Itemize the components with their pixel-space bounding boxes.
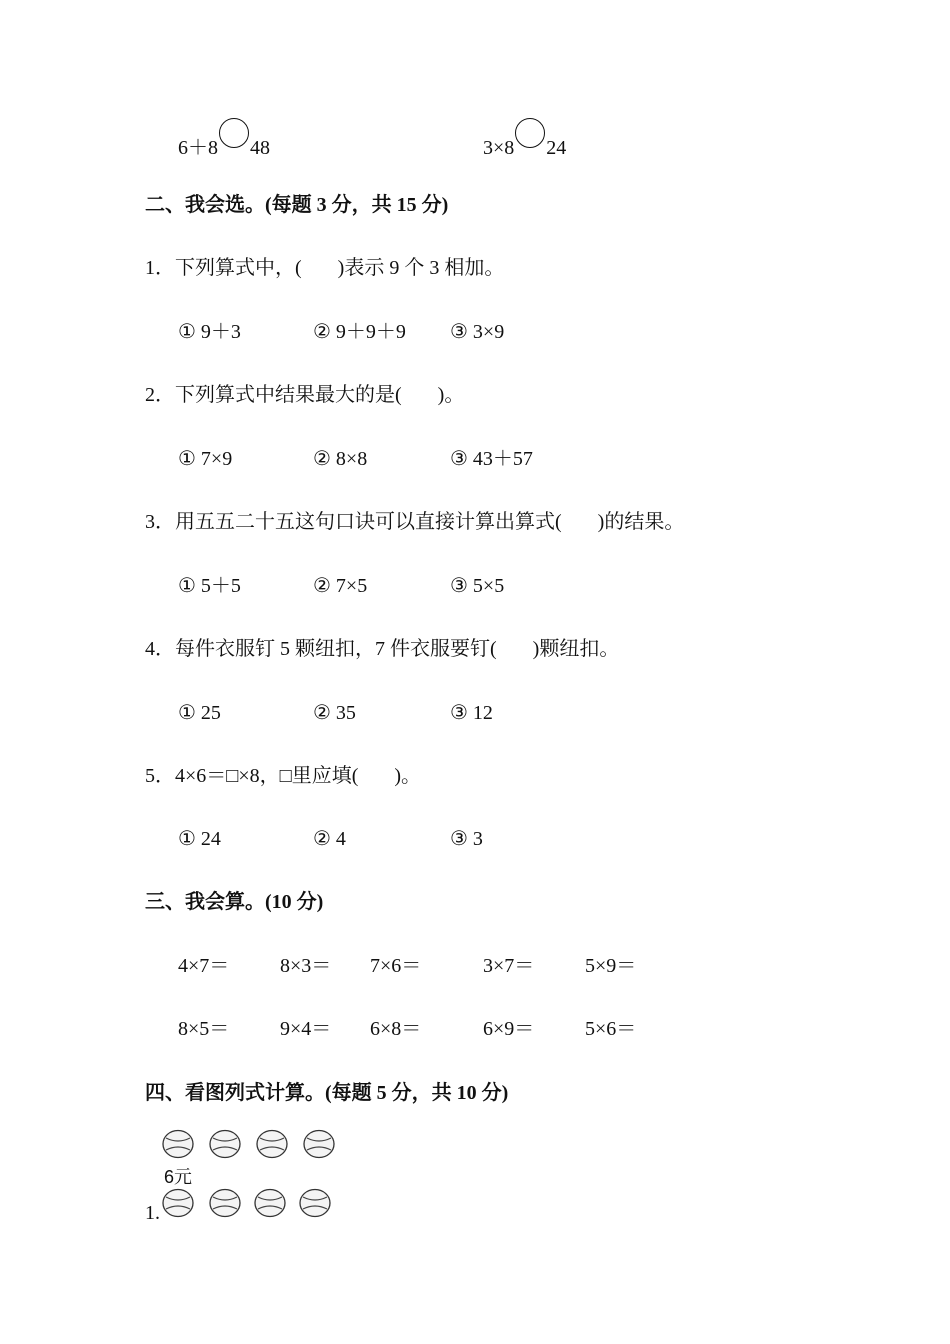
calc-1-2[interactable]: 8×3＝ [280, 955, 332, 977]
compare-item-1 [178, 128, 270, 161]
compare-1-left: 6＋8 [178, 137, 218, 159]
question-3 [145, 509, 684, 535]
q4-option-3[interactable]: ③ 12 [450, 702, 493, 724]
q2-option-2[interactable]: ② 8×8 [313, 448, 368, 470]
question-4 [145, 636, 619, 662]
compare-2-left: 3×8 [483, 137, 515, 159]
q4-option-2[interactable]: ② 35 [313, 702, 356, 724]
q2-option-1[interactable]: ① 7×9 [178, 448, 233, 470]
q5-option-1[interactable]: ① 24 [178, 828, 221, 850]
calc-2-5[interactable]: 5×6＝ [585, 1018, 637, 1040]
ball-icon [254, 1188, 286, 1218]
question-4-suffix: )颗纽扣。 [532, 638, 620, 660]
calc-2-2[interactable]: 9×4＝ [280, 1018, 332, 1040]
question-3-suffix: )的结果。 [597, 511, 685, 533]
calc-2-1[interactable]: 8×5＝ [178, 1018, 230, 1040]
compare-2-right: 24 [546, 137, 567, 159]
question-2 [145, 382, 464, 408]
section2-title: 二、我会选。(每题 3 分，共 15 分) [145, 194, 449, 216]
ball-icon [209, 1129, 241, 1159]
compare-circle-2[interactable] [515, 118, 545, 148]
calc-1-4[interactable]: 3×7＝ [483, 955, 535, 977]
compare-item-2 [483, 128, 566, 161]
q3-option-3[interactable]: ③ 5×5 [450, 575, 505, 597]
question-5-suffix: )。 [394, 765, 422, 787]
ball-icon [256, 1129, 288, 1159]
question-4-prefix: 4．每件衣服钉 5 颗纽扣，7 件衣服要钉( [145, 638, 497, 660]
ball-icon [209, 1188, 241, 1218]
question-1-suffix: )表示 9 个 3 相加。 [337, 257, 505, 279]
q3-option-1[interactable]: ① 5＋5 [178, 575, 241, 597]
question-2-prefix: 2．下列算式中结果最大的是( [145, 384, 402, 406]
calc-1-3[interactable]: 7×6＝ [370, 955, 422, 977]
section3-title: 三、我会算。(10 分) [145, 891, 324, 913]
ball-icon [303, 1129, 335, 1159]
question-3-prefix: 3．用五五二十五这句口诀可以直接计算出算式( [145, 511, 562, 533]
q1-option-3[interactable]: ③ 3×9 [450, 321, 505, 343]
calc-2-3[interactable]: 6×8＝ [370, 1018, 422, 1040]
q1-option-1[interactable]: ① 9＋3 [178, 321, 241, 343]
q1-option-2[interactable]: ② 9＋9＋9 [313, 321, 406, 343]
calc-1-1[interactable]: 4×7＝ [178, 955, 230, 977]
section4-question-1-number: 1. [145, 1202, 160, 1224]
question-1-prefix: 1．下列算式中，( [145, 257, 302, 279]
ball-icon [162, 1188, 194, 1218]
price-label: 6元 [164, 1167, 193, 1187]
q3-option-2[interactable]: ② 7×5 [313, 575, 368, 597]
q5-option-2[interactable]: ② 4 [313, 828, 346, 850]
calc-2-4[interactable]: 6×9＝ [483, 1018, 535, 1040]
ball-icon [162, 1129, 194, 1159]
section4-title: 四、看图列式计算。(每题 5 分，共 10 分) [145, 1082, 509, 1104]
compare-1-right: 48 [250, 137, 270, 159]
ball-icon [299, 1188, 331, 1218]
question-2-suffix: )。 [437, 384, 465, 406]
calc-1-5[interactable]: 5×9＝ [585, 955, 637, 977]
question-1 [145, 255, 504, 281]
question-5-prefix: 5．4×6＝□×8，□里应填( [145, 765, 359, 787]
q2-option-3[interactable]: ③ 43＋57 [450, 448, 533, 470]
q5-option-3[interactable]: ③ 3 [450, 828, 483, 850]
q4-option-1[interactable]: ① 25 [178, 702, 221, 724]
compare-circle-1[interactable] [219, 118, 249, 148]
question-5 [145, 763, 421, 789]
